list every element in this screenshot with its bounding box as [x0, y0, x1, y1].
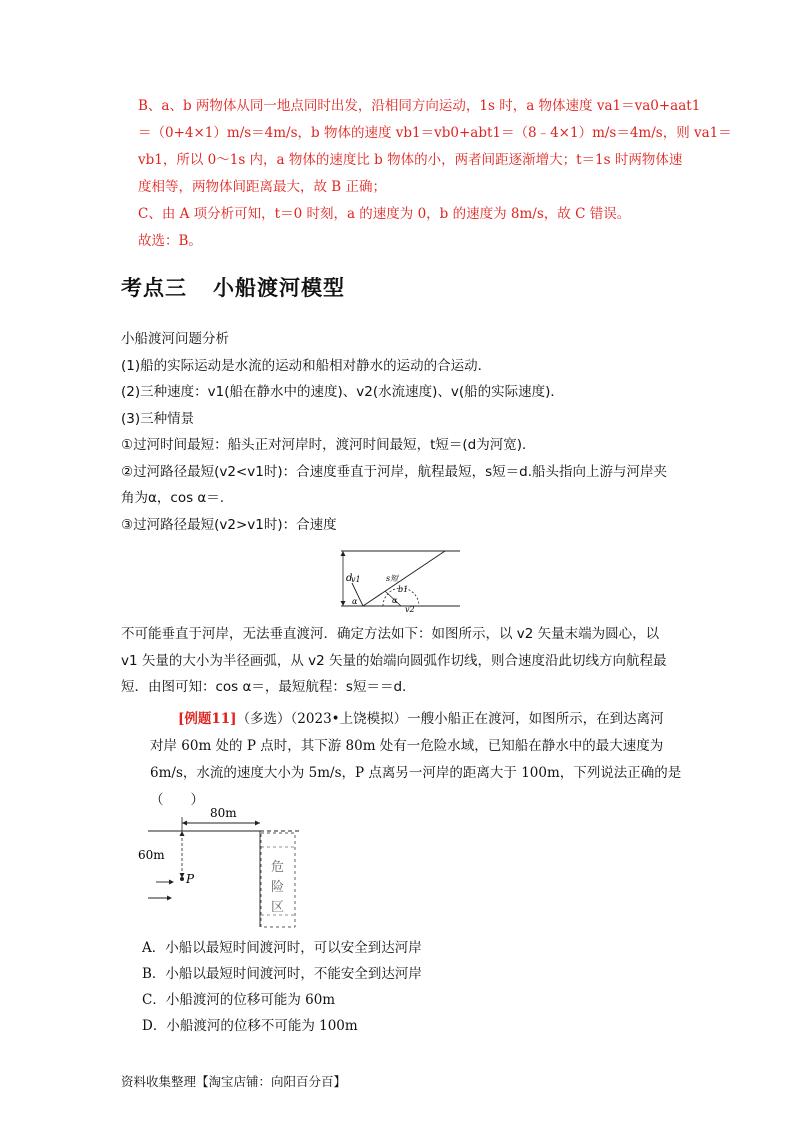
- analysis-line-1: 小船渡河问题分析: [121, 331, 229, 347]
- analysis-line-8: ③过河路径最短(v2>v1时)：合速度: [121, 516, 337, 533]
- zone-char-1: 危: [271, 860, 285, 875]
- arrow-80-left: [182, 821, 187, 826]
- method-line-2: v1 矢量的大小为半径画弧，从 v2 矢量的始端向圆弧作切线，则合速度沿此切线方向航程最: [121, 652, 667, 669]
- option-a: A．小船以最短时间渡河时，可以安全到达河岸: [142, 940, 422, 956]
- label-alpha-1: α: [352, 597, 358, 606]
- analysis-block: [121, 326, 691, 538]
- solution-line-6: 故选：B。: [138, 233, 202, 249]
- method-line-3: 短．由图可知：cos α＝，最短航程：s短＝＝d.: [121, 679, 407, 695]
- option-b: B．小船以最短时间渡河时，不能安全到达河岸: [142, 966, 422, 982]
- arrow-60-top: [180, 831, 185, 836]
- analysis-line-4: (3)三种情景: [121, 410, 195, 427]
- danger-zone-diagram: [134, 803, 304, 933]
- analysis-line-6: ②过河路径最短(v2<v1时)：合速度垂直于河岸，航程最短，s短＝d.船头指向上游与河岸夹: [121, 463, 667, 480]
- arrow-80-right: [255, 821, 260, 826]
- width-arrow-head-bottom: [341, 601, 346, 606]
- zone-char-3: 区: [271, 900, 285, 915]
- section-name: 小船渡河模型: [213, 276, 345, 300]
- section-number: 考点三: [121, 276, 187, 300]
- analysis-line-5: ①过河时间最短：船头正对河岸时，渡河时间最短，t短＝(d为河宽)．: [121, 437, 536, 453]
- example-tag: [例题11]: [178, 711, 237, 727]
- analysis-line-2: (1)船的实际运动是水流的运动和船相对静水的运动的合运动．: [121, 357, 492, 374]
- label-b1: b1: [398, 585, 409, 594]
- current-arrow-1-head: [169, 880, 174, 885]
- current-arrow-2-head: [167, 896, 172, 901]
- width-arrow-head-top: [341, 551, 346, 556]
- label-60m: 60m: [138, 848, 165, 862]
- example-line-1: （多选）（2023•上饶模拟）一艘小船正在渡河，如图所示，在到达离河: [236, 711, 664, 727]
- example-block: [150, 706, 695, 814]
- example-line-3: 6m/s，水流的速度大小为 5m/s，P 点离另一河岸的距离大于 100m，下列说法正确的是: [150, 765, 682, 781]
- point-p: [180, 877, 184, 881]
- solution-line-5: C、由 A 项分析可知，t＝0 时刻，a 的速度为 0，b 的速度为 8m/s，故 C 错误。: [138, 206, 631, 222]
- solution-line-1: B、a、b 两物体从同一地点同时出发，沿相同方向运动，1s 时，a 物体速度 va1＝va0+aat1: [138, 98, 701, 114]
- solution-line-2: ＝（0+4×1）m/s＝4m/s，b 物体的速度 vb1＝vb0+abt1＝（8﹣4×1）m/s＝4m/s，则 va1＝: [138, 125, 732, 141]
- option-d: D．小船渡河的位移不可能为 100m: [142, 1018, 358, 1034]
- analysis-continued: [121, 621, 691, 701]
- zone-char-2: 险: [271, 880, 285, 895]
- analysis-line-3: (2)三种速度：v1(船在静水中的速度)、v2(水流速度)、v(船的实际速度)．: [121, 384, 564, 400]
- section-title: [121, 272, 345, 302]
- option-c: C．小船渡河的位移可能为 60m: [142, 992, 336, 1008]
- solution-line-4: 度相等，两物体间距离最大，故 B 正确；: [138, 179, 387, 195]
- label-p: P: [186, 872, 195, 886]
- label-80m: 80m: [210, 806, 237, 820]
- label-s-short: s短: [386, 574, 399, 583]
- method-line-1: 不可能垂直于河岸，无法垂直渡河．确定方法如下：如图所示，以 v2 矢量末端为圆心，以: [121, 626, 660, 642]
- label-v2: v2: [405, 605, 415, 613]
- crossing-diagram: [335, 545, 465, 613]
- example-line-4: （ ）: [150, 792, 204, 808]
- footer-note: 资料收集整理【淘宝店铺：向阳百分百】: [121, 1074, 347, 1089]
- label-alpha-2: α: [392, 596, 398, 605]
- label-v1: v1: [351, 575, 361, 584]
- resultant-velocity-line: [363, 551, 445, 606]
- options-list: [142, 935, 422, 1039]
- example-line-2: 对岸 60m 处的 P 点时，其下游 80m 处有一危险水域，已知船在静水中的最大速度为: [150, 738, 664, 754]
- label-d: d: [346, 573, 353, 584]
- analysis-line-7: 角为α，cos α＝.: [121, 490, 225, 506]
- solution-line-3: vb1，所以 0～1s 内，a 物体的速度比 b 物体的小，两者间距逐渐增大；t＝1s 时两物体速: [138, 152, 683, 168]
- solution-block: [138, 93, 732, 255]
